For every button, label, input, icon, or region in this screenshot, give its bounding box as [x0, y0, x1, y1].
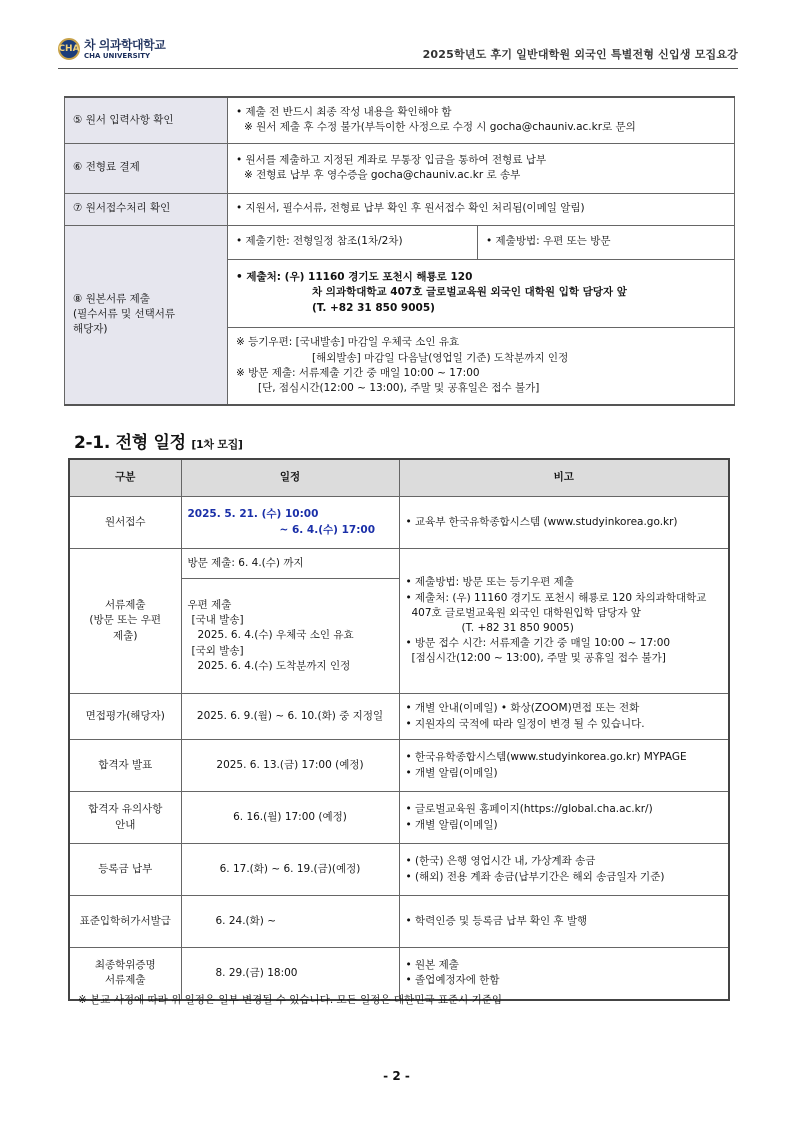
table-row — [69, 694, 729, 740]
note-cell: • 글로벌교육원 홈페이지(https://global.cha.ac.kr/) • 개별 알림(이메일) — [399, 792, 729, 844]
date-cell: 2025. 5. 21. (수) 10:00 ~ 6. 4.(수) 17:00 — [181, 497, 399, 549]
column-header: 비고 — [399, 459, 729, 497]
schedule-footnote: ※ 본교 사정에 따라 위 일정은 일부 변경될 수 있습니다. 모든 일정은 대한민국 표준시 기준임 — [78, 994, 503, 1006]
table-row — [69, 549, 729, 579]
section-subtitle: [1차 모집] — [191, 438, 243, 451]
step-content: • 지원서, 필수서류, 전형료 납부 확인 후 원서접수 확인 처리됨(이메일 알림) — [228, 193, 735, 225]
category-cell: 합격자 발표 — [69, 740, 181, 792]
category-cell: 서류제출 (방문 또는 우편 제출) — [69, 549, 181, 694]
table-row — [69, 844, 729, 896]
note-cell: • 한국유학종합시스템(www.studyinkorea.go.kr) MYPAGE • 개별 알림(이메일) — [399, 740, 729, 792]
section-title: 2-1. 전형 일정 [1차 모집] — [74, 433, 243, 453]
table-row — [69, 497, 729, 549]
page-header — [58, 38, 738, 68]
submission-notes: ※ 등기우편: [국내발송] 마감일 우체국 소인 유효 [해외발송] 마감일 다음날(영업일 기준) 도착분까지 인정 ※ 방문 제출: 서류제출 기간 중 매일 10:00 ~ 17:00 [단, 점심시간(12:00 ~ 13:00), 주말 및 공휴일은 접수 불가] — [228, 327, 735, 405]
category-cell: 면접평가(해당자) — [69, 694, 181, 740]
step-row-6 — [65, 143, 735, 193]
table-row — [69, 792, 729, 844]
table-row — [69, 896, 729, 948]
date-cell: 방문 제출: 6. 4.(수) 까지 — [181, 549, 399, 579]
step-label: ⑥ 전형료 결제 — [65, 143, 228, 193]
note-cell: • 교육부 한국유학종합시스템 (www.studyinkorea.go.kr) — [399, 497, 729, 549]
step-row-7 — [65, 193, 735, 225]
step-row-8 — [65, 225, 735, 259]
category-cell: 원서접수 — [69, 497, 181, 549]
note-cell: • 학력인증 및 등록금 납부 확인 후 발행 — [399, 896, 729, 948]
step-row-5 — [65, 97, 735, 143]
document-title: 2025학년도 후기 일반대학원 외국인 특별전형 신입생 모집요강 — [422, 48, 738, 61]
category-cell: 표준입학허가서발급 — [69, 896, 181, 948]
table-header-row — [69, 459, 729, 497]
step-label: ⑧ 원본서류 제출 (필수서류 및 선택서류 해당자) — [65, 225, 228, 405]
date-cell: 8. 29.(금) 18:00 — [181, 948, 399, 1000]
date-cell: 6. 16.(월) 17:00 (예정) — [181, 792, 399, 844]
step-label: ⑦ 원서접수처리 확인 — [65, 193, 228, 225]
note-cell: • 제출방법: 방문 또는 등기우편 제출 • 제출처: (우) 11160 경기도 포천시 해룡로 120 차의과학대학교 407호 글로벌교육원 외국인 대학원입학 담당자 앞 (T. +82 31 850 9005) • 방문 접수 시간: 서류제출 기간 중 매일 10:00 ~ 17:00 [점심시간(12:00 ~ 13:00), 주말 및 공휴일 접수 불가] — [399, 549, 729, 694]
column-header: 구분 — [69, 459, 181, 497]
date-cell: 6. 17.(화) ~ 6. 19.(금)(예정) — [181, 844, 399, 896]
note-cell: • 개별 안내(이메일) • 화상(ZOOM)면접 또는 전화 • 지원자의 국적에 따라 일정이 변경 될 수 있습니다. — [399, 694, 729, 740]
date-cell: 우편 제출 [국내 발송] 2025. 6. 4.(수) 우체국 소인 유효 [국외 발송] 2025. 6. 4.(수) 도착분까지 인정 — [181, 579, 399, 694]
header-divider — [58, 68, 738, 69]
schedule-table — [68, 458, 730, 1001]
category-cell: 합격자 유의사항 안내 — [69, 792, 181, 844]
submission-address: • 제출처: (우) 11160 경기도 포천시 해룡로 120 차 의과학대학교 407호 글로벌교육원 외국인 대학원 입학 담당자 앞 (T. +82 31 850 9005) — [228, 259, 735, 327]
note-cell: • 원본 제출 • 졸업예정자에 한함 — [399, 948, 729, 1000]
submission-method: • 제출방법: 우편 또는 방문 — [478, 225, 735, 259]
date-cell: 2025. 6. 13.(금) 17:00 (예정) — [181, 740, 399, 792]
logo-korean-name: 차 의과학대학교 — [84, 37, 166, 52]
university-logo — [58, 38, 165, 60]
university-seal-icon: CHA — [58, 38, 80, 60]
note-cell: • (한국) 은행 영업시간 내, 가상계좌 송금 • (해외) 전용 계좌 송금(납부기간은 해외 송금일자 기준) — [399, 844, 729, 896]
page-number: - 2 - — [383, 1069, 410, 1083]
step-content: • 제출 전 반드시 최종 작성 내용을 확인해야 함 ※ 원서 제출 후 수정 불가(부득이한 사정으로 수정 시 gocha@chauniv.ac.kr로 문의 — [228, 97, 735, 143]
logo-english-name: CHA UNIVERSITY — [84, 51, 151, 60]
step-content: • 원서를 제출하고 지정된 계좌로 무통장 입금을 통하여 전형료 납부 ※ 전형료 납부 후 영수증을 gocha@chauniv.ac.kr 로 송부 — [228, 143, 735, 193]
date-cell: 2025. 6. 9.(월) ~ 6. 10.(화) 중 지정일 — [181, 694, 399, 740]
submission-deadline: • 제출기한: 전형일정 참조(1차/2차) — [228, 225, 478, 259]
column-header: 일정 — [181, 459, 399, 497]
date-cell: 6. 24.(화) ~ — [181, 896, 399, 948]
category-cell: 등록금 납부 — [69, 844, 181, 896]
category-cell: 최종학위증명 서류제출 — [69, 948, 181, 1000]
step-label: ⑤ 원서 입력사항 확인 — [65, 97, 228, 143]
table-row — [69, 740, 729, 792]
application-steps-table — [64, 96, 735, 406]
